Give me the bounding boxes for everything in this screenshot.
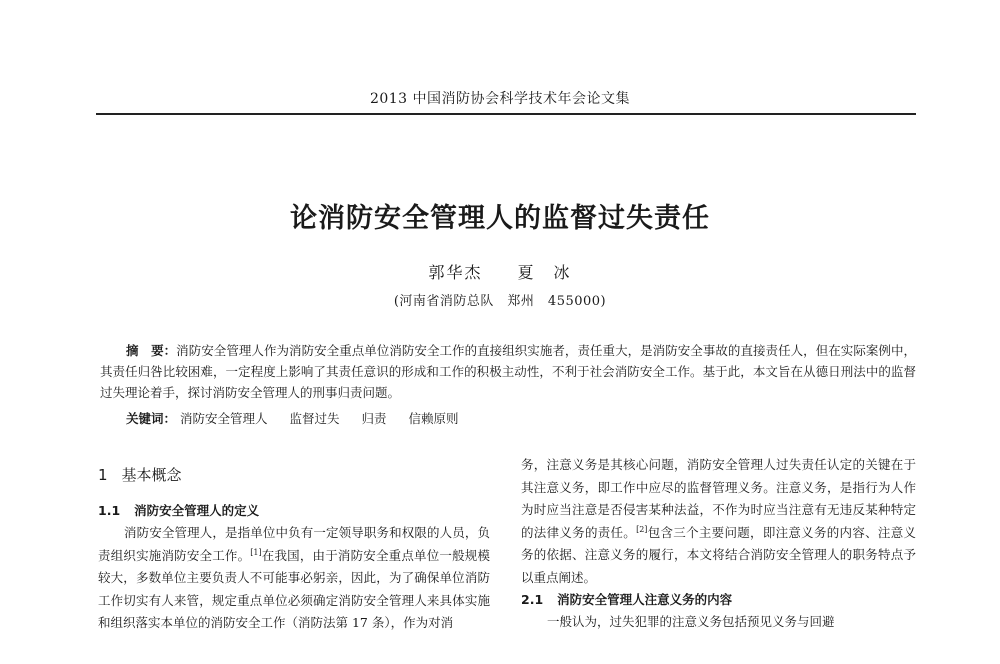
header-divider (96, 113, 916, 115)
section-heading (98, 464, 490, 486)
keyword: 消防安全管理人 (180, 411, 268, 426)
abstract-text: 消防安全管理人作为消防安全重点单位消防安全工作的直接组织实施者，责任重大，是消防安全事故的直接责任人，但在实际案例中，其责任归咎比较困难，一定程度上影响了其责任意识的形成和工作的积极主动性，不利于社会消防安全工作。基于此，本文旨在从德日刑法中的监督过失理论着手，探讨消防安全管理人的刑事归责问题。 (100, 343, 916, 400)
paragraph-text: 务，注意义务是其核心问题，消防安全管理人过失责任认定的关键在于其注意义务，即工作中应尽的监督管理义务。注意义务，是指行为人作为时应当注意是否侵害某种法益，不作为时应当注意有无违反某种特定的法律义务的责任。 (521, 457, 916, 540)
body-paragraph (521, 611, 916, 634)
running-header: 2013 中国消防协会科学技术年会论文集 (369, 91, 631, 107)
citation-ref: [1] (250, 547, 262, 557)
paragraph-text: 一般认为，过失犯罪的注意义务包括预见义务与回避 (547, 614, 835, 629)
keyword: 归责 (361, 411, 387, 426)
keywords (126, 409, 916, 429)
keywords-label: 关键词： (126, 411, 177, 426)
subsection-number: 2.1 (521, 592, 544, 607)
body-paragraph (521, 454, 916, 589)
author-list (0, 260, 1000, 283)
author-affiliation: (河南省消防总队 郑州 455000) (393, 294, 607, 309)
section-number: 1 (98, 466, 108, 484)
keyword: 信赖原则 (408, 411, 459, 426)
subsection-heading (98, 500, 490, 522)
section-title: 基本概念 (121, 466, 182, 484)
author-name: 郭华杰 (428, 263, 483, 282)
abstract-label: 摘 要： (126, 343, 177, 358)
left-column (98, 464, 490, 635)
right-column (521, 454, 916, 634)
subsection-number: 1.1 (98, 503, 121, 518)
keyword: 监督过失 (289, 411, 340, 426)
subsection-heading (521, 589, 916, 611)
paragraph-text: 在我国，由于消防安全重点单位一般规模较大，多数单位主要负责人不可能事必躬亲，因此，为了确保单位消防工作切实有人来管，规定重点单位必须确定消防安全管理人来具体实施和组织落实本单位的消防安全工作（消防法第 17 条），作为对消 (98, 547, 490, 630)
paragraph-text: 包含三个主要问题，即注意义务的内容、注意义务的依据、注意义务的履行，本文将结合消防安全管理人的职务特点予以重点阐述。 (521, 524, 916, 585)
subsection-title: 消防安全管理人注意义务的内容 (557, 592, 733, 607)
subsection-title: 消防安全管理人的定义 (134, 503, 260, 518)
article-title: 论消防安全管理人的监督过失责任 (290, 203, 710, 234)
body-paragraph (98, 522, 490, 635)
paragraph-text: 消防安全管理人，是指单位中负有一定领导职务和权限的人员，负责组织实施消防安全工作。 (98, 525, 490, 563)
author-name: 夏 冰 (517, 263, 572, 282)
abstract (100, 340, 916, 403)
citation-ref: [2] (636, 524, 648, 534)
